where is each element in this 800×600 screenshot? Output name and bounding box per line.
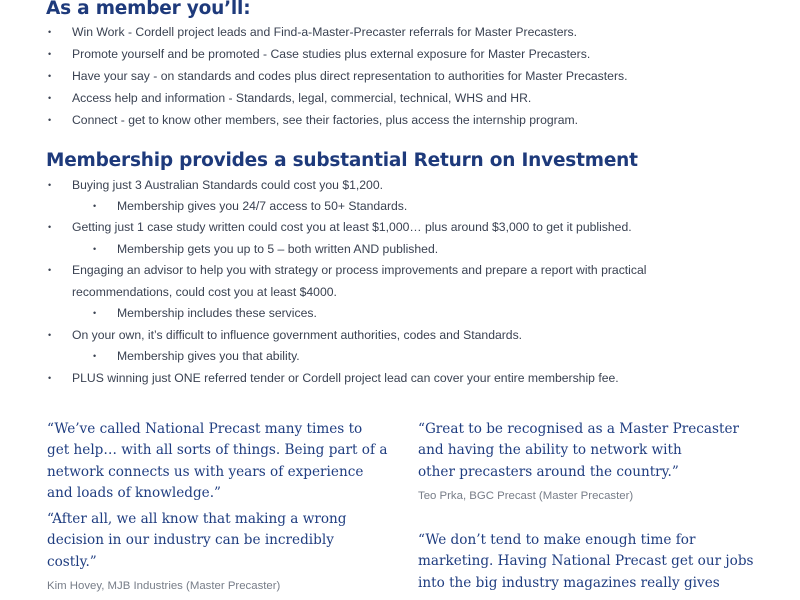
list-item-text: Getting just 1 case study written could cost you at least $1,000… plus around $3,000 to get it published. (72, 220, 632, 234)
quote-line: other precasters around the country.” (418, 463, 679, 480)
quote-line: marketing. Having National Precast get our jobs (418, 553, 754, 570)
list-item-text: Connect - get to know other members, see their factories, plus access the internship program. (72, 113, 579, 127)
list-item-text: Membership includes these services. (117, 306, 317, 320)
list-item-text: Buying just 3 Australian Standards could cost you $1,200. (72, 178, 383, 192)
list-item (48, 22, 578, 44)
list-item (48, 110, 579, 132)
sub-list-item (93, 303, 317, 325)
sub-list-item (93, 346, 300, 368)
list-item (48, 368, 619, 390)
member-benefits-heading: As a member you’ll: (46, 0, 251, 19)
bullet-icon: • (48, 49, 52, 59)
testimonial-quote-kim-1 (47, 419, 407, 504)
list-item-continuation (72, 282, 337, 304)
quote-line: decision in our industry can be incredibly (47, 532, 334, 549)
list-item-text: Promote yourself and be promoted - Case studies plus external exposure for Master Precasters. (72, 47, 591, 61)
bullet-icon: • (48, 330, 52, 340)
quote-line: “We’ve called National Precast many times to (47, 421, 363, 437)
list-item (48, 66, 628, 88)
quote-line: “We don’t tend to make enough time for (418, 532, 696, 548)
list-item (48, 325, 523, 347)
bullet-icon: • (48, 222, 52, 232)
list-item-text: Win Work - Cordell project leads and Find-a-Master-Precaster referrals for Master Precasters. (72, 25, 578, 39)
quote-line: into the big industry magazines really gives (418, 574, 720, 591)
sub-list-item (93, 239, 439, 261)
list-item (48, 260, 647, 282)
testimonial-quote-kim-2 (47, 509, 407, 573)
list-item-text: recommendations, could cost you at least $4000. (72, 285, 337, 299)
list-item-text: Membership gives you 24/7 access to 50+ Standards. (117, 199, 408, 213)
quote-line: and loads of knowledge.” (47, 484, 221, 501)
list-item-text: Engaging an advisor to help you with strategy or process improvements and prepare a report with practical (72, 263, 647, 277)
testimonial-attribution-kim: Kim Hovey, MJB Industries (Master Precaster) (47, 580, 281, 592)
list-item (48, 217, 632, 239)
quote-line: network connects us with years of experience (47, 463, 364, 480)
testimonial-quote-marketing (418, 530, 778, 594)
testimonial-attribution-teo: Teo Prka, BGC Precast (Master Precaster) (418, 490, 634, 502)
bullet-icon: • (93, 351, 97, 361)
quote-line: “Great to be recognised as a Master Precaster (418, 421, 740, 437)
bullet-icon: • (93, 201, 97, 211)
bullet-icon: • (48, 180, 52, 190)
bullet-icon: • (93, 308, 97, 318)
quote-line: “After all, we all know that making a wrong (47, 511, 347, 527)
bullet-icon: • (48, 373, 52, 383)
list-item-text: PLUS winning just ONE referred tender or Cordell project lead can cover your entire membership fee. (72, 371, 619, 385)
testimonial-quote-teo (418, 419, 778, 483)
bullet-icon: • (48, 93, 52, 103)
quote-line: and having the ability to network with (418, 442, 682, 459)
list-item-text: Have your say - on standards and codes plus direct representation to authorities for Master Precasters. (72, 69, 628, 83)
list-item (48, 175, 383, 197)
list-item-text: Access help and information - Standards, legal, commercial, technical, WHS and HR. (72, 91, 532, 105)
list-item-text: Membership gets you up to 5 – both written AND published. (117, 242, 439, 256)
roi-heading: Membership provides a substantial Return on Investment (46, 150, 638, 171)
bullet-icon: • (48, 71, 52, 81)
sub-list-item (93, 196, 408, 218)
quote-line: get help… with all sorts of things. Being part of a (47, 442, 388, 459)
list-item (48, 88, 532, 110)
bullet-icon: • (48, 115, 52, 125)
list-item-text: On your own, it’s difficult to influence government authorities, codes and Standards. (72, 328, 523, 342)
bullet-icon: • (48, 27, 52, 37)
bullet-icon: • (93, 244, 97, 254)
quote-line: costly.” (47, 553, 97, 570)
list-item (48, 44, 591, 66)
list-item-text: Membership gives you that ability. (117, 349, 300, 363)
bullet-icon: • (48, 265, 52, 275)
